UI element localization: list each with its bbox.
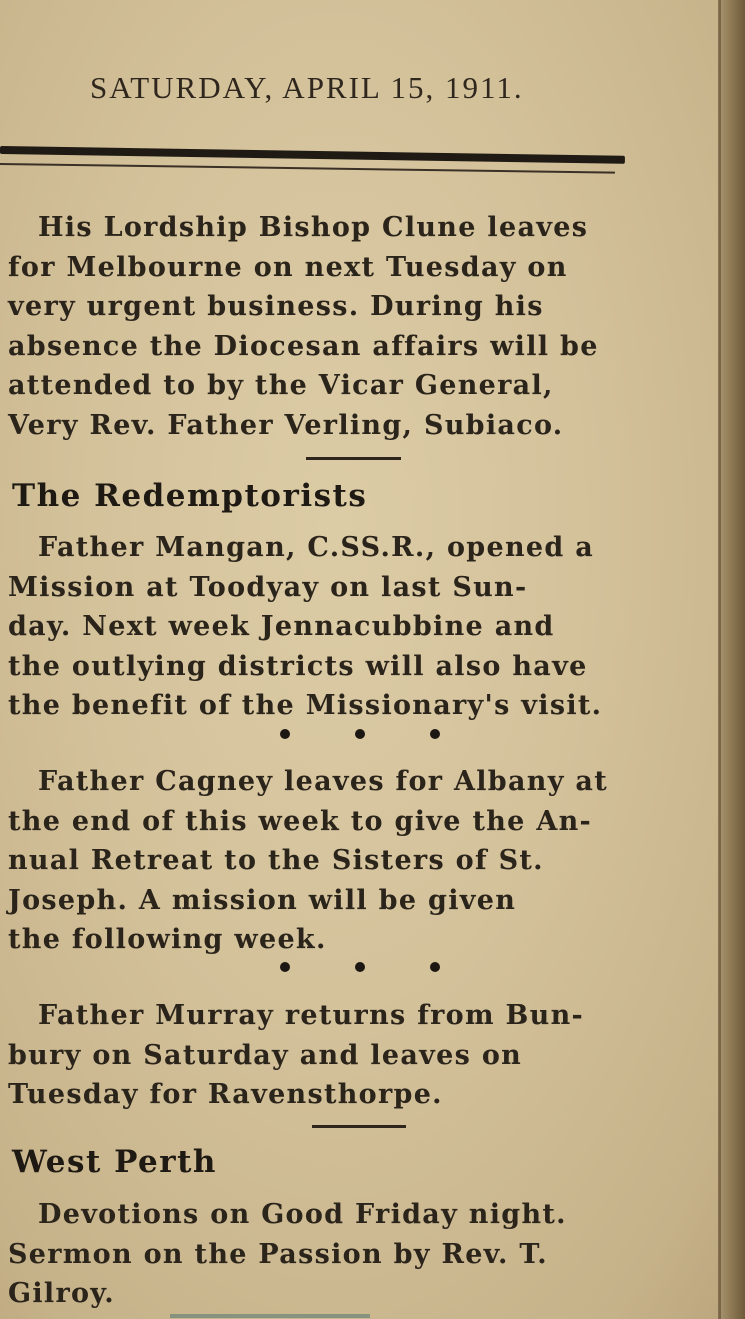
separator-dot — [355, 962, 365, 972]
page-edge-shadow — [718, 0, 721, 1319]
paragraph-line: day. Next week Jennacubbine and — [8, 611, 555, 642]
paragraph-line: Joseph. A mission will be given — [8, 884, 517, 916]
intro-line: Very Rev. Father Verling, Subiaco. — [8, 409, 564, 441]
separator-dot — [280, 962, 290, 972]
intro-line: attended to by the Vicar General, — [8, 370, 554, 401]
paragraph-line: Mission at Toodyay on last Sun- — [8, 571, 528, 603]
redemptorists-paragraph-1 — [8, 528, 658, 726]
intro-line: for Melbourne on next Tuesday on — [8, 251, 568, 283]
paragraph-line: nual Retreat to the Sisters of St. — [8, 845, 544, 876]
page-binding — [719, 0, 745, 1319]
dateline: SATURDAY, APRIL 15, 1911. — [90, 70, 524, 105]
section-heading-west-perth: West Perth — [12, 1144, 217, 1180]
separator-dots — [280, 729, 440, 743]
header-rule-thin — [0, 163, 615, 174]
section-heading-redemptorists: The Redemptorists — [12, 478, 368, 514]
redemptorists-paragraph-3 — [8, 996, 658, 1115]
separator-dot — [430, 729, 440, 739]
separator-dot — [355, 729, 365, 739]
paragraph-line: Sermon on the Passion by Rev. T. — [8, 1238, 548, 1270]
separator-dot — [280, 729, 290, 739]
paragraph-line: Father Cagney leaves for Albany at — [38, 766, 608, 797]
bottom-rule — [170, 1314, 370, 1318]
paragraph-line: Father Mangan, C.SS.R., opened a — [38, 532, 595, 563]
paragraph-line: the outlying districts will also have — [8, 650, 588, 682]
intro-paragraph — [8, 208, 658, 445]
paragraph-line: Tuesday for Ravensthorpe. — [8, 1079, 443, 1110]
paragraph-line: bury on Saturday and leaves on — [8, 1039, 523, 1071]
intro-line: absence the Diocesan affairs will be — [8, 330, 599, 362]
paragraph-line: the end of this week to give the An- — [8, 805, 593, 837]
separator-dot — [430, 962, 440, 972]
separator-dots — [280, 962, 440, 976]
intro-line: very urgent business. During his — [8, 291, 544, 322]
section-divider — [312, 1125, 406, 1128]
header-rule-thick — [0, 146, 625, 164]
section-divider — [306, 457, 401, 460]
paragraph-line: Devotions on Good Friday night. — [38, 1199, 567, 1230]
redemptorists-paragraph-2 — [8, 762, 658, 960]
paragraph-line: Gilroy. — [8, 1278, 115, 1309]
paragraph-line: the following week. — [8, 924, 327, 955]
paragraph-line: Father Murray returns from Bun- — [38, 1000, 585, 1031]
paragraph-line: the benefit of the Missionary's visit. — [8, 690, 603, 721]
west-perth-paragraph — [8, 1195, 658, 1314]
intro-line: His Lordship Bishop Clune leaves — [38, 212, 589, 243]
